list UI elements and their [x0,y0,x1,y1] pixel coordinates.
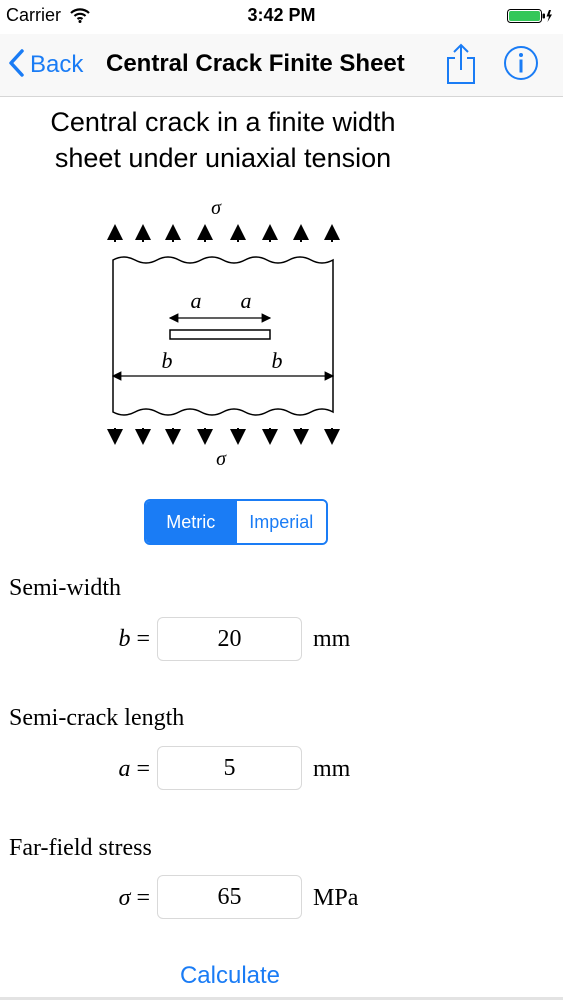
back-button[interactable] [8,48,83,82]
back-label: Back [30,51,84,78]
units-segmented-control [144,499,328,545]
a-right-label: a [240,288,252,313]
semi-crack-length-input[interactable]: 5 [157,746,302,790]
share-icon[interactable] [444,42,478,91]
carrier-label: Carrier [6,5,62,25]
semi-crack-length-label: Semi-crack length [9,705,185,731]
semi-width-symbol: b = [118,626,150,652]
tension-arrows-top [115,226,332,242]
clock: 3:42 PM [247,5,316,25]
b-right-label: b [271,348,283,373]
crack-diagram [100,190,350,485]
tension-arrows-bottom [115,428,332,443]
battery-icon [507,8,553,29]
b-left-label: b [161,348,173,373]
far-field-stress-symbol: σ = [118,885,150,911]
page-title: Central Crack Finite Sheet [106,50,405,77]
calculate-button[interactable]: Calculate [179,962,281,989]
status-bar [0,0,563,34]
far-field-stress-label: Far-field stress [9,835,152,861]
problem-description [0,104,446,176]
semi-width-label: Semi-width [9,575,121,601]
info-icon[interactable] [502,44,540,87]
metric-segment[interactable]: Metric [146,501,236,543]
far-field-stress-unit: MPa [313,885,359,911]
semi-width-input[interactable]: 20 [157,617,302,661]
semi-crack-length-unit: mm [313,756,351,782]
navigation-bar [0,34,563,97]
crack [170,330,270,339]
chevron-left-icon [8,49,24,82]
sigma-bottom-label: σ [216,448,226,470]
imperial-segment[interactable]: Imperial [236,501,327,543]
sigma-top-label: σ [211,197,221,219]
far-field-stress-input[interactable]: 65 [157,875,302,919]
semi-width-unit: mm [313,626,351,652]
description-line-2: sheet under uniaxial tension [54,143,392,173]
a-left-label: a [190,288,202,313]
semi-crack-length-symbol: a = [118,756,150,782]
description-line-1: Central crack in a finite width [50,107,396,137]
